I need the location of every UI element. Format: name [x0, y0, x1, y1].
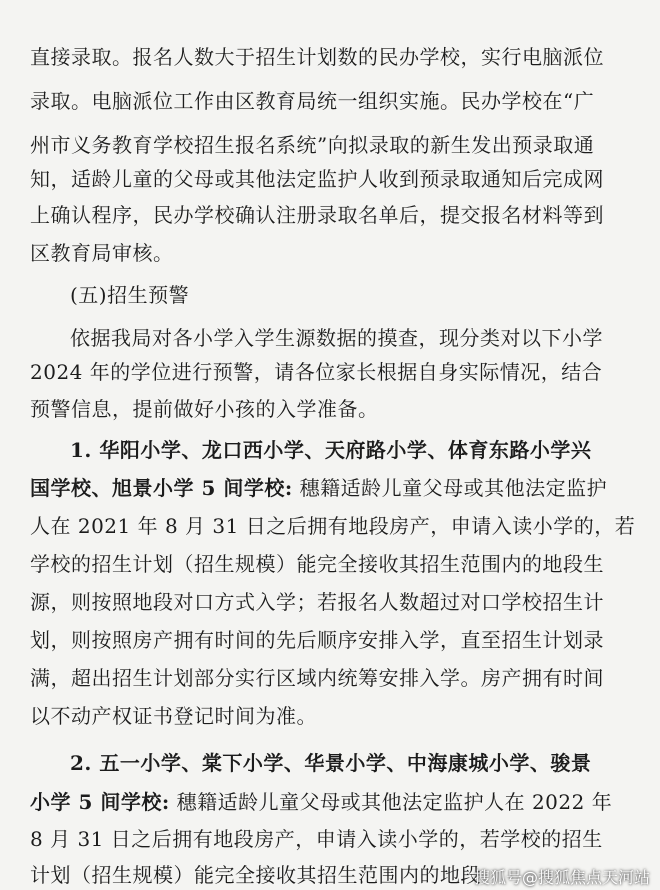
text-line: 预警信息，提前做好小孩的入学准备。 [30, 397, 379, 421]
text-line: 上确认程序，民办学校确认注册录取名单后，提交报名材料等到 [30, 203, 604, 227]
text-line: 8 月 31 日之后拥有地段房产，申请入读小学的，若学校的招生 [30, 827, 603, 851]
text-line: 依据我局对各小学入学生源数据的摸查，现分类对以下小学 [70, 326, 603, 350]
text-line: 划，则按照房产拥有时间的先后顺序安排入学，直至招生计划录 [30, 628, 604, 652]
item-2-line [30, 789, 638, 815]
text-line: 人在 2021 年 8 月 31 日之后拥有地段房产，申请入读小学的，若 [30, 514, 636, 538]
text-line: 州市义务教育学校招生报名系统”向拟录取的新生发出预录取通 [30, 133, 595, 157]
item-1-line [30, 475, 638, 501]
text-line: 2024 年的学位进行预警，请各位家长根据自身实际情况，结合 [30, 360, 603, 384]
text-line: 知，适龄儿童的父母或其他法定监护人收到预录取通知后完成网 [30, 167, 604, 191]
text-line: 以不动产权证书登记时间为准。 [30, 704, 317, 728]
section-heading: (五)招生预警 [70, 283, 190, 307]
item-2-schools: 小学 5 间学校: [30, 790, 170, 814]
item-1-text: 穗籍适龄儿童父母或其他法定监护 [292, 476, 608, 500]
text-line: 直接录取。报名人数大于招生计划数的民办学校，实行电脑派位 [30, 45, 604, 69]
watermark: 搜狐号@搜狐焦点天河站 [473, 868, 650, 887]
item-1-schools: 国学校、旭景小学 5 间学校: [30, 476, 293, 500]
text-line: 学校的招生计划（招生规模）能完全接收其招生范围内的地段生 [30, 552, 604, 576]
item-2-text: 穗籍适龄儿童父母或其他法定监护人在 2022 年 [169, 790, 613, 814]
text-line: 源，则按照地段对口方式入学；若报名人数超过对口学校招生计 [30, 590, 604, 614]
text-line: 录取。电脑派位工作由区教育局统一组织实施。民办学校在“广 [30, 89, 595, 113]
text-line: 区教育局审核。 [30, 241, 174, 265]
text-line: 满，超出招生计划部分实行区域内统筹安排入学。房产拥有时间 [30, 666, 604, 690]
item-2-heading: 2. 五一小学、棠下小学、华景小学、中海康城小学、骏景 [70, 751, 592, 775]
text-line: 计划（招生规模）能完全接收其招生范围内的地段 [30, 863, 481, 887]
item-1-heading: 1. 华阳小学、龙口西小学、天府路小学、体育东路小学兴 [70, 438, 592, 462]
